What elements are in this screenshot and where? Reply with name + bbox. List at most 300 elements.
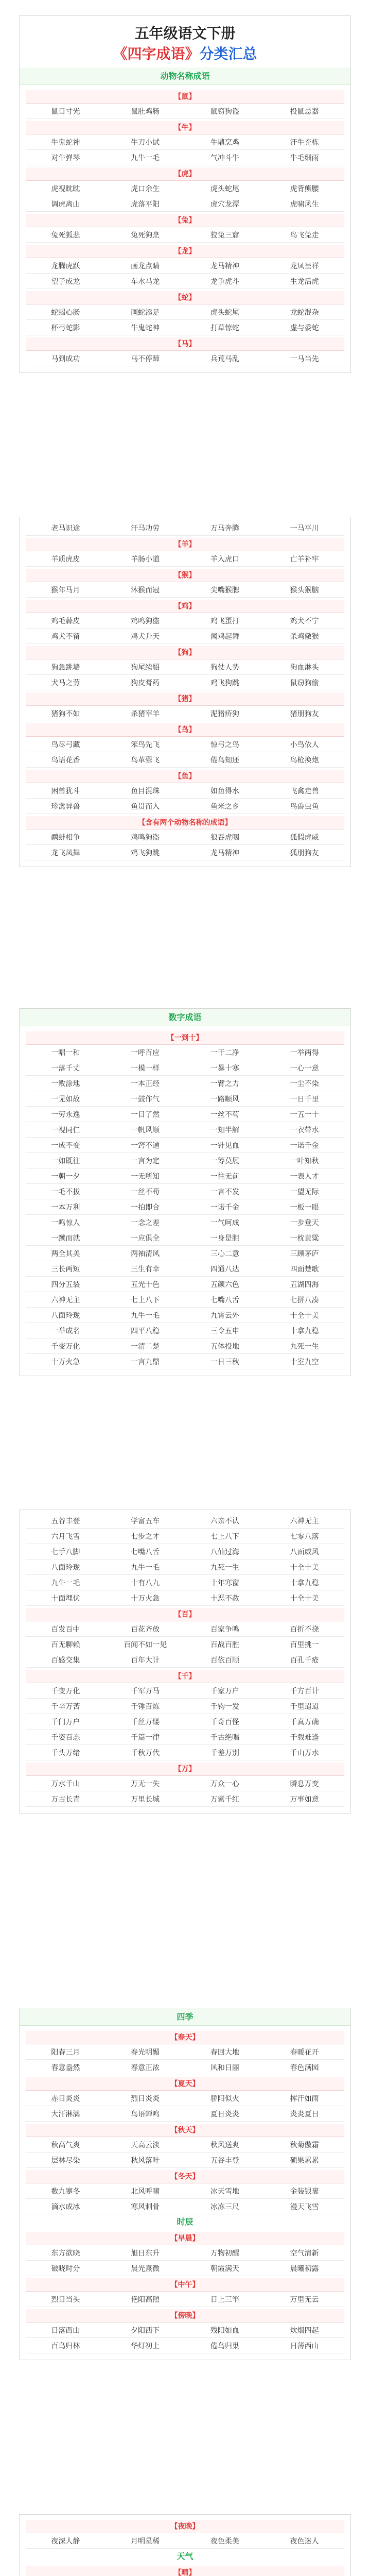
group-label: 【中午】 [26,2278,344,2292]
idiom-row [26,1745,344,1760]
idiom-cell: 如鱼得水 [210,787,239,795]
idiom-row [26,1529,344,1544]
idiom-cell: 三生有幸 [131,1265,160,1274]
idiom-cell: 羊肠小道 [131,555,160,564]
idiom-cell: 四分五裂 [51,1280,80,1289]
idiom-cell: 六月飞雪 [51,1532,80,1541]
group-label: 【傍晚】 [26,2309,344,2323]
idiom-row [26,2106,344,2122]
idiom-cell: 龙争虎斗 [210,277,239,286]
idiom-row [26,551,344,567]
idiom-cell: 千变万化 [51,1342,80,1351]
idiom-cell: 九死一生 [290,1342,319,1351]
idiom-cell: 鸟尽弓藏 [51,740,80,749]
idiom-cell: 金装银裹 [290,2187,319,2196]
idiom-cell: 鸟飞兔走 [290,231,319,240]
idiom-cell: 千钧一发 [210,1702,239,1711]
idiom-row [26,320,344,335]
idiom-row [26,1621,344,1637]
idiom-row [26,150,344,165]
idiom-cell: 万里长城 [131,1795,160,1804]
idiom-cell: 百感交集 [51,1656,80,1665]
idiom-cell: 一尘不染 [290,1079,319,1088]
idiom-row [26,2044,344,2060]
idiom-cell: 五体投地 [210,1342,239,1351]
idiom-row [26,799,344,814]
group-label: 【兔】 [26,214,344,227]
idiom-row [26,1076,344,1091]
idiom-cell: 一气呵成 [210,1218,239,1227]
idiom-row [26,1544,344,1560]
idiom-cell: 十有八九 [131,1579,160,1587]
idiom-cell: 两袖清风 [131,1249,160,1258]
idiom-cell: 鼠窃狗偷 [290,679,319,687]
idiom-cell: 一针见血 [210,1141,239,1150]
idiom-cell: 四面楚歌 [290,1265,319,1274]
idiom-cell: 一鼓作气 [131,1095,160,1104]
idiom-cell: 一模一样 [131,1064,160,1073]
idiom-cell: 一丝不苟 [131,1188,160,1196]
idiom-row [26,1292,344,1308]
idiom-cell: 一应俱全 [131,1234,160,1243]
idiom-cell: 风和日丽 [210,2063,239,2072]
idiom-cell: 画龙点睛 [131,262,160,270]
idiom-cell: 鸡犬不宁 [290,617,319,625]
group-label: 【含有两个动物名称的成语】 [26,816,344,829]
page-subtitle [20,44,350,64]
idiom-cell: 一劳永逸 [51,1110,80,1119]
group-label: 【万】 [26,1762,344,1776]
idiom-cell: 十全十美 [290,1311,319,1320]
idiom-cell: 汗牛充栋 [290,138,319,147]
idiom-cell: 一路顺风 [210,1095,239,1104]
idiom-row [26,1308,344,1323]
idiom-cell: 千方百计 [290,1687,319,1696]
idiom-cell: 三顾茅庐 [290,1249,319,1258]
idiom-cell: 层林尽染 [51,2156,80,2165]
idiom-row [26,613,344,629]
idiom-cell: 牛刀小试 [131,138,160,147]
idiom-cell: 两全其美 [51,1249,80,1258]
idiom-cell: 冰冻三尺 [210,2202,239,2211]
group-label: 【夏天】 [26,2077,344,2091]
idiom-cell: 泥猪疥狗 [210,709,239,718]
idiom-cell: 夜深人静 [51,2537,80,2546]
idiom-cell: 百里挑一 [290,1640,319,1649]
idiom-cell: 百花齐放 [131,1625,160,1634]
idiom-cell: 鹬蚌相争 [51,833,80,842]
idiom-cell: 百无聊赖 [51,1640,80,1649]
card-number-idioms-1 [19,1008,351,1376]
idiom-cell: 万古长青 [51,1795,80,1804]
idiom-row [26,304,344,320]
idiom-cell: 四平八稳 [131,1327,160,1335]
card-animal-idioms-2 [19,517,351,867]
idiom-cell: 尖嘴猴腮 [210,586,239,595]
idiom-row [26,1045,344,1060]
subtitle-right: 分类汇总 [199,45,257,62]
idiom-row [26,1776,344,1791]
group-label: 【晴】 [26,2566,344,2576]
idiom-cell: 珍禽异兽 [51,802,80,811]
idiom-row [26,1246,344,1261]
idiom-cell: 飞禽走兽 [290,787,319,795]
idiom-cell: 一枕黄粱 [290,1234,319,1243]
idiom-cell: 猪朋狗友 [290,709,319,718]
idiom-cell: 投鼠忌器 [290,107,319,116]
idiom-cell: 赤日炎炎 [51,2094,80,2103]
idiom-cell: 一望无际 [290,1188,319,1196]
idiom-cell: 万事如意 [290,1795,319,1804]
idiom-cell: 狗急跳墙 [51,663,80,672]
idiom-cell: 八面玲珑 [51,1311,80,1320]
idiom-cell: 狗尾续貂 [131,663,160,672]
idiom-cell: 虚与委蛇 [290,324,319,332]
idiom-cell: 大汗淋漓 [51,2110,80,2119]
idiom-cell: 牛鬼蛇神 [131,324,160,332]
idiom-row [26,181,344,196]
idiom-cell: 鱼米之乡 [210,802,239,811]
idiom-cell: 十年寒窗 [210,1579,239,1587]
idiom-cell: 车水马龙 [131,277,160,286]
idiom-cell: 十拿九稳 [290,1327,319,1335]
idiom-cell: 龙马精神 [210,262,239,270]
idiom-cell: 日落西山 [51,2326,80,2335]
idiom-cell: 千军万马 [131,1687,160,1696]
idiom-cell: 倦鸟知还 [210,756,239,765]
idiom-row [26,629,344,644]
idiom-cell: 华灯初上 [131,2342,160,2350]
idiom-cell: 东方欲晓 [51,2249,80,2258]
idiom-cell: 画蛇添足 [131,308,160,317]
idiom-cell: 万水千山 [51,1780,80,1788]
idiom-cell: 一马平川 [290,524,319,533]
idiom-cell: 一如既往 [51,1157,80,1165]
idiom-row [26,1652,344,1668]
idiom-cell: 闻鸡起舞 [210,632,239,641]
idiom-row [26,2199,344,2214]
idiom-cell: 九牛一毛 [51,1579,80,1587]
idiom-cell: 虎落平阳 [131,200,160,209]
idiom-cell: 狼吞虎咽 [210,833,239,842]
idiom-cell: 一板一眼 [290,1203,319,1212]
idiom-cell: 千秋万代 [131,1749,160,1757]
idiom-cell: 望子成龙 [51,277,80,286]
idiom-cell: 烈日炎炎 [131,2094,160,2103]
idiom-cell: 六神无主 [290,1517,319,1526]
idiom-row [26,1338,344,1354]
idiom-cell: 十拿九稳 [290,1579,319,1587]
idiom-row [26,845,344,860]
idiom-cell: 一目了然 [131,1110,160,1119]
idiom-cell: 鸡鸣狗盗 [131,617,160,625]
idiom-cell: 万紫千红 [210,1795,239,1804]
idiom-row [26,227,344,243]
idiom-row [26,2060,344,2075]
idiom-row [26,520,344,536]
idiom-cell: 鸟语花香 [51,756,80,765]
idiom-cell: 骄阳似火 [210,2094,239,2103]
idiom-cell: 千载难逢 [290,1733,319,1742]
idiom-cell: 百折不挠 [290,1625,319,1634]
idiom-cell: 五谷丰登 [210,2156,239,2165]
idiom-cell: 百闻不如一见 [124,1640,167,1649]
idiom-cell: 万物初醒 [210,2249,239,2258]
idiom-cell: 晨光熹微 [131,2264,160,2273]
idiom-cell: 晨曦初露 [290,2264,319,2273]
group-label: 【羊】 [26,538,344,551]
idiom-cell: 九牛一毛 [131,1311,160,1320]
idiom-row [26,1560,344,1575]
idiom-cell: 鸡犬升天 [131,632,160,641]
idiom-cell: 鼠肚鸡肠 [131,107,160,116]
idiom-cell: 对牛弹琴 [51,154,80,162]
idiom-cell: 一帆风顺 [131,1126,160,1134]
idiom-cell: 十万火急 [131,1594,160,1603]
idiom-row [26,196,344,212]
idiom-cell: 万众一心 [210,1780,239,1788]
idiom-row [26,351,344,366]
group-label: 【百】 [26,1608,344,1621]
idiom-cell: 八面威风 [290,1548,319,1556]
idiom-table [20,2515,350,2576]
idiom-cell: 一臂之力 [210,1079,239,1088]
idiom-cell: 春色满园 [290,2063,319,2072]
idiom-cell: 兔死狗烹 [131,231,160,240]
idiom-cell: 硕果累累 [290,2156,319,2165]
idiom-cell: 空气清新 [290,2249,319,2258]
idiom-cell: 千辛万苦 [51,1702,80,1711]
idiom-cell: 五谷丰登 [51,1517,80,1526]
idiom-cell: 一日千里 [290,1095,319,1104]
idiom-cell: 百孔千疮 [290,1656,319,1665]
idiom-cell: 春意盎然 [51,2063,80,2072]
idiom-row [26,1699,344,1714]
idiom-cell: 狐假虎威 [290,833,319,842]
idiom-cell: 猴头猴脑 [290,586,319,595]
idiom-cell: 千差万别 [210,1749,239,1757]
idiom-cell: 一心一意 [290,1064,319,1073]
idiom-cell: 春意正浓 [131,2063,160,2072]
group-label: 【千】 [26,1670,344,1683]
idiom-cell: 五颜六色 [210,1280,239,1289]
card-weather [19,2514,351,2576]
group-label: 【狗】 [26,646,344,659]
idiom-cell: 月明星稀 [131,2537,160,2546]
idiom-cell: 一本万利 [51,1203,80,1212]
idiom-cell: 滴水成冰 [51,2202,80,2211]
group-label: 【鱼】 [26,770,344,783]
idiom-row [26,1261,344,1277]
idiom-cell: 猪狗不如 [51,709,80,718]
idiom-cell: 一日三秋 [210,1358,239,1366]
idiom-cell: 五光十色 [131,1280,160,1289]
idiom-row [26,1277,344,1292]
idiom-cell: 一毛不拔 [51,1188,80,1196]
card-seasons-times [19,2008,351,2360]
group-label: 【秋天】 [26,2124,344,2137]
idiom-table [20,1510,350,1813]
idiom-cell: 一言不发 [210,1188,239,1196]
idiom-row [26,675,344,690]
idiom-row [26,2323,344,2338]
idiom-cell: 调虎离山 [51,200,80,209]
idiom-cell: 一唱一和 [51,1048,80,1057]
idiom-cell: 小鸟依人 [290,740,319,749]
idiom-cell: 鸡飞蛋打 [210,617,239,625]
idiom-cell: 千变万化 [51,1687,80,1696]
idiom-cell: 十恶不赦 [210,1594,239,1603]
idiom-cell: 犬马之劳 [51,679,80,687]
idiom-cell: 杯弓蛇影 [51,324,80,332]
idiom-cell: 龙腾虎跃 [51,262,80,270]
idiom-cell: 亡羊补牢 [290,555,319,564]
idiom-row [26,1575,344,1590]
idiom-cell: 百鸟归林 [51,2342,80,2350]
idiom-cell: 一身是胆 [210,1234,239,1243]
idiom-cell: 冰天雪地 [210,2187,239,2196]
idiom-table [20,85,350,372]
idiom-row [26,1230,344,1246]
group-label: 【虎】 [26,167,344,181]
idiom-cell: 七零八落 [290,1532,319,1541]
idiom-cell: 千里迢迢 [290,1702,319,1711]
idiom-cell: 夜色迷人 [290,2537,319,2546]
idiom-cell: 一言九鼎 [131,1358,160,1366]
idiom-row [26,2137,344,2153]
idiom-cell: 牛鼎烹鸡 [210,138,239,147]
section-title: 数字成语 [20,1009,350,1026]
idiom-cell: 七手八脚 [51,1548,80,1556]
group-label: 【猪】 [26,692,344,706]
idiom-row [26,706,344,721]
idiom-cell: 六神无主 [51,1296,80,1304]
idiom-cell: 四通八达 [210,1265,239,1274]
idiom-cell: 十万火急 [51,1358,80,1366]
idiom-cell: 千门万户 [51,1718,80,1726]
idiom-cell: 蛇蝎心肠 [51,308,80,317]
idiom-cell: 日薄西山 [290,2342,319,2350]
idiom-cell: 七上八下 [210,1532,239,1541]
idiom-cell: 一拍即合 [131,1203,160,1212]
idiom-cell: 一五一十 [290,1110,319,1119]
idiom-cell: 九牛一毛 [131,154,160,162]
idiom-row [26,1184,344,1199]
group-label: 【龙】 [26,245,344,258]
idiom-cell: 兵荒马乱 [210,354,239,363]
idiom-cell: 炎炎夏日 [290,2110,319,2119]
idiom-cell: 虎头蛇尾 [210,184,239,193]
idiom-cell: 一落千丈 [51,1064,80,1073]
idiom-cell: 千锤百炼 [131,1702,160,1711]
idiom-cell: 数九寒冬 [51,2187,80,2196]
group-label: 【牛】 [26,121,344,134]
idiom-row [26,2261,344,2276]
idiom-cell: 龙马精神 [210,849,239,857]
idiom-cell: 狗血淋头 [290,663,319,672]
group-label: 【鸡】 [26,600,344,613]
idiom-cell: 一念之差 [131,1218,160,1227]
idiom-cell: 炊烟四起 [290,2326,319,2335]
idiom-cell: 猴年马月 [51,586,80,595]
idiom-table [20,517,350,867]
group-label: 【冬天】 [26,2170,344,2183]
group-label: 【鼠】 [26,90,344,104]
idiom-cell: 秋高气爽 [51,2141,80,2149]
section-title: 动物名称成语 [20,67,350,85]
idiom-row [26,582,344,598]
idiom-cell: 鱼目混珠 [131,787,160,795]
idiom-cell: 十全十美 [290,1594,319,1603]
idiom-cell: 千古绝唱 [210,1733,239,1742]
idiom-row [26,1354,344,1369]
idiom-cell: 一朝一夕 [51,1172,80,1181]
idiom-cell: 天高云淡 [131,2141,160,2149]
idiom-cell: 鸟语蝉鸣 [131,2110,160,2119]
idiom-cell: 九死一生 [210,1563,239,1572]
idiom-cell: 虎穴龙潭 [210,200,239,209]
idiom-cell: 龙凤呈祥 [290,262,319,270]
idiom-cell: 挥汗如雨 [290,2094,319,2103]
idiom-cell: 百年大计 [131,1656,160,1665]
idiom-row [26,1091,344,1107]
idiom-cell: 千真万确 [290,1718,319,1726]
idiom-cell: 日上三竿 [210,2295,239,2304]
idiom-cell: 一暴十寒 [210,1064,239,1073]
subtitle-left: 《四字成语》 [113,45,200,62]
group-label: 【鸟】 [26,723,344,737]
idiom-cell: 千丝万缕 [131,1718,160,1726]
idiom-cell: 八仙过海 [210,1548,239,1556]
idiom-cell: 打草惊蛇 [210,324,239,332]
idiom-cell: 三长两短 [51,1265,80,1274]
category-heading: 时辰 [177,2217,193,2227]
idiom-cell: 一言为定 [131,1157,160,1165]
idiom-row [26,1153,344,1168]
idiom-cell: 九牛一毛 [131,1563,160,1572]
idiom-cell: 五湖四海 [290,1280,319,1289]
idiom-cell: 一衣带水 [290,1126,319,1134]
idiom-row [26,1637,344,1652]
card-header [20,16,350,67]
idiom-cell: 倦鸟归巢 [210,2342,239,2350]
idiom-cell: 一诺千金 [210,1203,239,1212]
idiom-cell: 百家争鸣 [210,1625,239,1634]
idiom-cell: 千奇百怪 [210,1718,239,1726]
idiom-cell: 千姿百态 [51,1733,80,1742]
idiom-cell: 沐猴而冠 [131,586,160,595]
page-title: 五年级语文下册 [134,25,236,42]
idiom-cell: 一蹴而就 [51,1234,80,1243]
idiom-cell: 北风呼啸 [131,2187,160,2196]
idiom-cell: 笨鸟先飞 [131,740,160,749]
idiom-cell: 千头万绪 [51,1749,80,1757]
idiom-cell: 一败涂地 [51,1079,80,1088]
idiom-cell: 一步登天 [290,1218,319,1227]
idiom-row [26,1138,344,1153]
idiom-row [26,659,344,675]
idiom-cell: 七步之才 [131,1532,160,1541]
idiom-cell: 秋风送爽 [210,2141,239,2149]
idiom-cell: 牛毛细雨 [290,154,319,162]
idiom-row [26,2245,344,2261]
idiom-cell: 八面玲珑 [51,1563,80,1572]
idiom-cell: 春回大地 [210,2048,239,2057]
idiom-row [26,1215,344,1230]
idiom-cell: 鼠目寸光 [51,107,80,116]
idiom-cell: 漫天飞雪 [290,2202,319,2211]
idiom-row [26,2338,344,2353]
